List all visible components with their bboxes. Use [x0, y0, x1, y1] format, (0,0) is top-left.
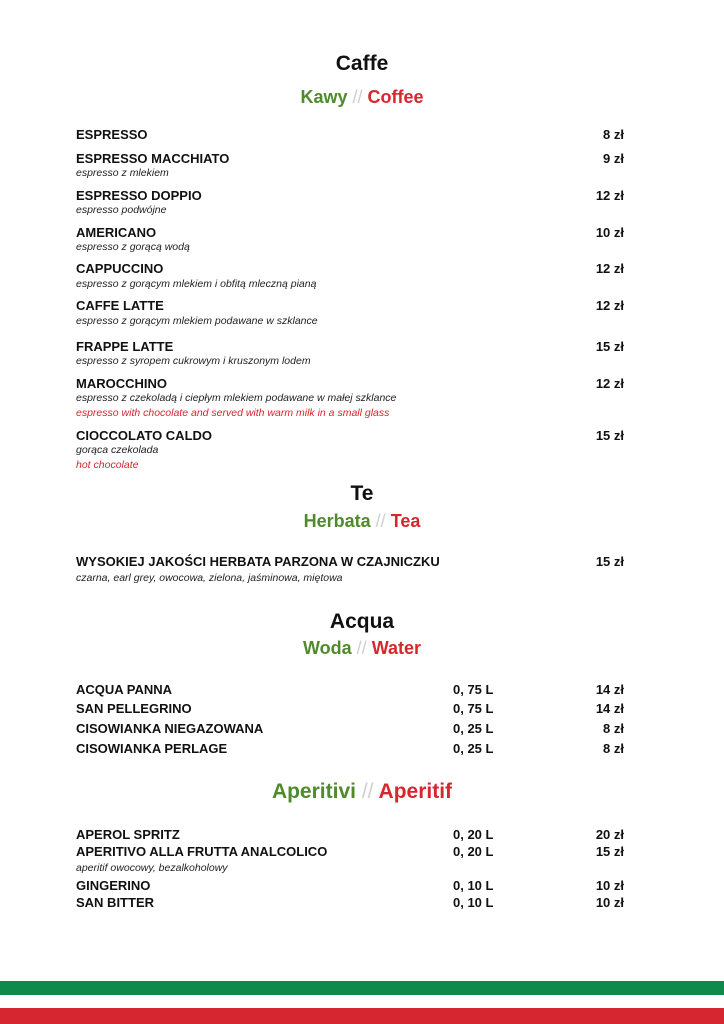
menu-item-price: 14 zł: [595, 682, 624, 697]
menu-item-description: espresso z gorącym mlekiem podawane w szklance: [76, 315, 318, 327]
flag-band-white: [0, 995, 724, 1008]
menu-item-volume: 0, 20 L: [453, 844, 494, 859]
menu-item-price: 8 zł: [603, 127, 624, 142]
subtitle-pl: Kawy: [300, 87, 348, 107]
menu-item-name: ESPRESSO MACCHIATO: [76, 151, 230, 166]
menu-item-description-en: espresso with chocolate and served with warm milk in a small glass: [76, 407, 390, 419]
subtitle-en: Coffee: [367, 87, 424, 107]
menu-item-price: 15 zł: [595, 428, 624, 443]
subtitle-pl: Herbata: [303, 511, 371, 531]
menu-item-volume: 0, 25 L: [453, 741, 494, 756]
subtitle-separator: //: [356, 638, 367, 658]
menu-item-volume: 0, 10 L: [453, 878, 494, 893]
menu-item-price: 15 zł: [595, 339, 624, 354]
menu-item-price: 8 zł: [603, 741, 624, 756]
menu-item-price: 15 zł: [595, 554, 624, 569]
section-title-acqua: Acqua: [329, 610, 395, 633]
menu-item-volume: 0, 75 L: [453, 701, 494, 716]
menu-item-name: ESPRESSO: [76, 127, 148, 142]
menu-item-name: ESPRESSO DOPPIO: [76, 188, 202, 203]
menu-item-price: 20 zł: [595, 827, 624, 842]
menu-item-description: espresso podwójne: [76, 204, 167, 216]
menu-item-name: CAFFE LATTE: [76, 298, 164, 313]
menu-item-name: CISOWIANKA NIEGAZOWANA: [76, 721, 264, 736]
menu-item-name: FRAPPE LATTE: [76, 339, 174, 354]
menu-item-price: 10 zł: [595, 225, 624, 240]
menu-item-name: APEROL SPRITZ: [76, 827, 180, 842]
menu-item-name: SAN BITTER: [76, 895, 154, 910]
menu-item-name: APERITIVO ALLA FRUTTA ANALCOLICO: [76, 844, 328, 859]
subtitle-pl: Woda: [302, 638, 352, 658]
menu-item-name: MAROCCHINO: [76, 376, 167, 391]
menu-item-volume: 0, 25 L: [453, 721, 494, 736]
menu-item-description: espresso z mlekiem: [76, 167, 169, 179]
title-pl: Aperitif: [378, 780, 453, 803]
title-separator: //: [361, 780, 374, 803]
section-subtitle-acqua: [0, 638, 724, 659]
section-title-aperitivi: [0, 780, 724, 804]
menu-item-name: CAPPUCCINO: [76, 261, 164, 276]
menu-item-name: ACQUA PANNA: [76, 682, 173, 697]
menu-item-name: CIOCCOLATO CALDO: [76, 428, 213, 443]
title-it: Aperitivi: [271, 780, 356, 803]
menu-item-name: SAN PELLEGRINO: [76, 701, 192, 716]
menu-item-volume: 0, 75 L: [453, 682, 494, 697]
section-subtitle-te: [0, 511, 724, 532]
menu-item-price: 9 zł: [603, 151, 624, 166]
menu-item-description: czarna, earl grey, owocowa, zielona, jaśminowa, miętowa: [76, 572, 343, 584]
menu-item-description: espresso z gorącą wodą: [76, 241, 190, 253]
menu-item-price: 10 zł: [595, 895, 624, 910]
menu-item-price: 8 zł: [603, 721, 624, 736]
menu-item-price: 10 zł: [595, 878, 624, 893]
subtitle-en: Water: [371, 638, 422, 658]
section-title-te: Te: [350, 482, 374, 505]
menu-item-volume: 0, 20 L: [453, 827, 494, 842]
subtitle-en: Tea: [390, 511, 421, 531]
section-title-caffe: Caffe: [335, 52, 389, 75]
menu-item-description-en: hot chocolate: [76, 459, 139, 471]
menu-item-description: espresso z syropem cukrowym i kruszonym lodem: [76, 355, 311, 367]
subtitle-separator: //: [352, 87, 363, 107]
menu-item-description: espresso z gorącym mlekiem i obfitą mleczną pianą: [76, 278, 317, 290]
menu-item-description: gorąca czekolada: [76, 444, 159, 456]
menu-item-description: espresso z czekoladą i ciepłym mlekiem podawane w małej szklance: [76, 392, 397, 404]
menu-item-price: 14 zł: [595, 701, 624, 716]
menu-item-price: 15 zł: [595, 844, 624, 859]
subtitle-separator: //: [375, 511, 386, 531]
menu-item-price: 12 zł: [595, 298, 624, 313]
menu-item-volume: 0, 10 L: [453, 895, 494, 910]
menu-item-name: GINGERINO: [76, 878, 151, 893]
flag-band-red: [0, 1008, 724, 1024]
menu-item-description: aperitif owocowy, bezalkoholowy: [76, 862, 228, 874]
flag-band-green: [0, 981, 724, 995]
menu-item-price: 12 zł: [595, 376, 624, 391]
menu-item-price: 12 zł: [595, 188, 624, 203]
menu-item-name: CISOWIANKA PERLAGE: [76, 741, 228, 756]
menu-item-name: WYSOKIEJ JAKOŚCI HERBATA PARZONA W CZAJNICZKU: [76, 554, 440, 569]
menu-item-name: AMERICANO: [76, 225, 157, 240]
section-subtitle-caffe: [0, 87, 724, 108]
menu-item-price: 12 zł: [595, 261, 624, 276]
